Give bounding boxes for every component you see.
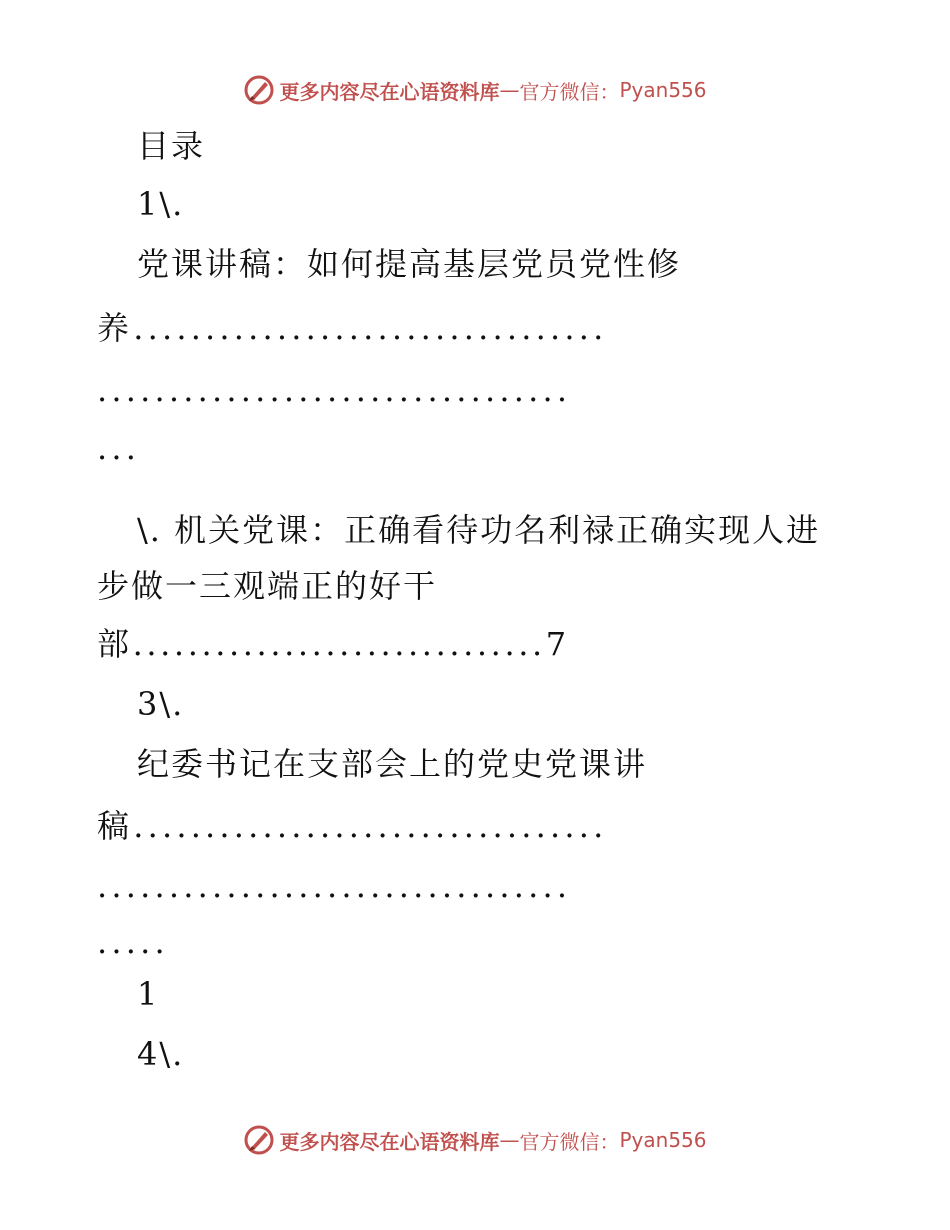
- watermark-text: 更多内容尽在心语资料库: [279, 1129, 500, 1154]
- toc-item1-number: 1\.: [137, 185, 185, 223]
- watermark-dash: —: [499, 1128, 520, 1152]
- toc-item3-page: 1: [137, 975, 160, 1013]
- toc-item3-title: 纪委书记在支部会上的党史党课讲: [137, 745, 648, 783]
- header-watermark: [0, 72, 950, 108]
- watermark-wechat-id: Pyan556: [619, 1128, 707, 1152]
- toc-item4-number: 4\.: [137, 1035, 185, 1073]
- watermark-text: 更多内容尽在心语资料库: [279, 79, 500, 104]
- toc-item3-leader-2: .................................: [97, 867, 572, 905]
- pen-logo-icon: [243, 74, 275, 106]
- toc-item1-leader: 养.................................: [97, 309, 608, 347]
- toc-item1-leader-3: ...: [97, 429, 141, 467]
- toc-item3-number: 3\.: [137, 685, 185, 723]
- pen-logo-icon: [243, 1124, 275, 1156]
- watermark-wechat-label: 官方微信：: [519, 1129, 620, 1154]
- toc-item1-title: 党课讲稿：如何提高基层党员党性修: [137, 245, 682, 283]
- watermark-wechat-id: Pyan556: [619, 78, 707, 102]
- watermark-dash: —: [499, 78, 520, 102]
- watermark-wechat-label: 官方微信：: [519, 79, 620, 104]
- toc-item2-leader: 部..............................7: [97, 625, 570, 663]
- toc-item3-leader: 稿.................................: [97, 807, 608, 845]
- toc-title: 目录: [137, 127, 206, 165]
- toc-item2-line2: 步做一三观端正的好干: [97, 567, 438, 605]
- toc-item1-leader-2: .................................: [97, 371, 572, 409]
- toc-item2-line1: \. 机关党课：正确看待功名利禄正确实现人进: [137, 511, 821, 549]
- toc-item3-leader-3: .....: [97, 923, 169, 961]
- footer-watermark: [0, 1122, 950, 1158]
